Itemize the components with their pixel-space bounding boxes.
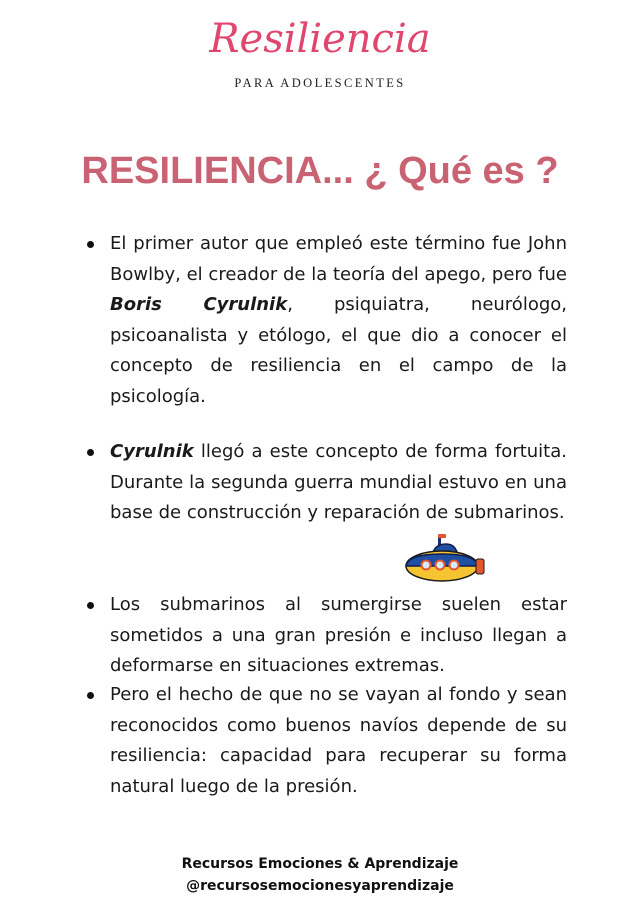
bullet-list-1 <box>85 229 567 412</box>
bullet-text: , psiquiatra, neurólogo, psicoanalista y etólogo, el que dio a conocer el concepto de resiliencia en el campo de la psicología. <box>110 294 567 407</box>
bullet-text: Pero el hecho de que no se vayan al fondo y sean reconocidos como buenos navíos depende de su resiliencia: capacidad para recuperar su forma natural luego de la presión. <box>110 684 567 797</box>
bullet-resilience-definition <box>85 680 567 802</box>
bullet-list-2 <box>85 437 567 529</box>
bullet-bold-name: Cyrulnik <box>110 441 194 462</box>
bullet-submarines <box>85 590 567 682</box>
logo-subtitle: PARA ADOLESCENTES <box>234 76 406 90</box>
footer-handle: @recursosemocionesyaprendizaje <box>186 878 454 894</box>
bullet-first-author <box>85 229 567 412</box>
bullet-bold-name: Boris Cyrulnik <box>110 294 288 315</box>
bullet-cyrulnik <box>85 437 567 529</box>
bullet-text: llegó a este concepto de forma fortuita. Durante la segunda guerra mundial estuvo en una base de construcción y reparación de submarinos. <box>110 441 567 523</box>
bullet-text: Los submarinos al sumergirse suelen estar sometidos a una gran presión e incluso llegan a deformarse en situaciones extremas. <box>110 594 567 676</box>
page-title: RESILIENCIA... ¿ Qué es ? <box>81 150 559 192</box>
bullet-list-3 <box>85 590 567 682</box>
footer-brand: Recursos Emociones & Aprendizaje <box>181 856 459 872</box>
bullet-text: El primer autor que empleó este término fue John Bowlby, el creador de la teoría del apego, pero fue <box>110 233 567 285</box>
submarine-icon <box>404 532 486 584</box>
logo-resiliencia: Resiliencia <box>209 16 431 62</box>
bullet-list-4 <box>85 680 567 802</box>
